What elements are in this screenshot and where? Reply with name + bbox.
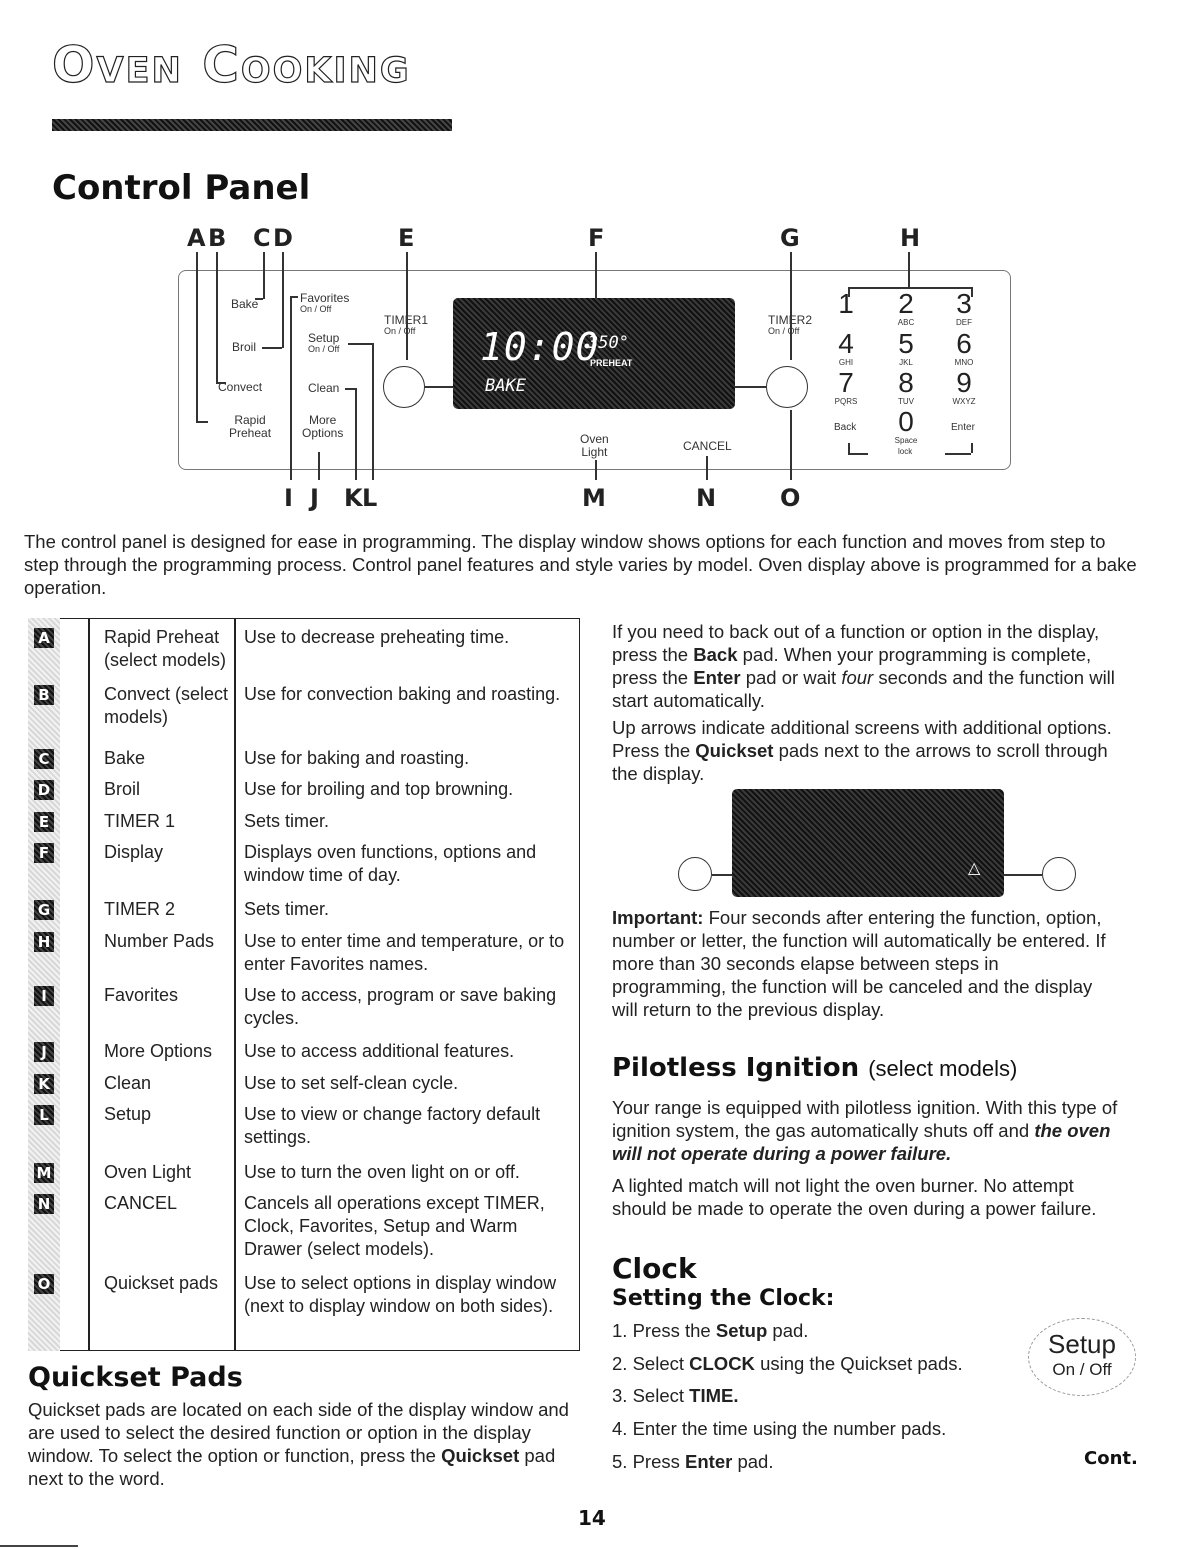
oven-light-pad[interactable] xyxy=(580,433,609,459)
display-mode: BAKE xyxy=(485,376,526,396)
row-badge xyxy=(28,1161,88,1184)
row-letter: M xyxy=(34,1163,54,1183)
continued-label: Cont. xyxy=(1084,1448,1138,1469)
row-letter: D xyxy=(34,780,54,800)
up-arrow-icon: △ xyxy=(968,860,981,877)
callout-letter-i: I xyxy=(284,484,293,512)
timer1-pad[interactable] xyxy=(384,314,428,337)
quickset-right-pad[interactable] xyxy=(766,366,808,408)
row-badge xyxy=(28,841,88,864)
clock-step-1: 1. Press the Setup pad. xyxy=(612,1320,809,1341)
table-row xyxy=(28,1161,578,1184)
row-function-name: CANCEL xyxy=(104,1193,178,1213)
table-row xyxy=(28,898,578,921)
callout-letter-d: D xyxy=(273,224,293,252)
keypad-4[interactable]: 4 GHI xyxy=(838,328,854,367)
enter-pad[interactable]: Enter xyxy=(951,422,975,433)
row-badge xyxy=(28,1072,88,1095)
section-title: Control Panel xyxy=(52,168,311,208)
callout-letter-g: G xyxy=(780,224,800,252)
callout-letter-l: L xyxy=(362,484,378,512)
table-row xyxy=(28,1272,578,1316)
keypad-7[interactable]: 7 PQRS xyxy=(834,367,858,406)
row-letter: N xyxy=(34,1194,54,1214)
keypad-1[interactable]: 1 xyxy=(838,288,854,319)
keypad-9[interactable]: 9 WXYZ xyxy=(952,367,976,406)
preheat-label: Preheat xyxy=(229,426,272,441)
row-letter: B xyxy=(34,685,54,705)
row-function-desc: Sets timer. xyxy=(244,811,330,831)
timer1-label: TIMER1 xyxy=(384,313,429,327)
row-function-name: Rapid Preheat (select models) xyxy=(104,627,227,670)
row-letter: K xyxy=(34,1074,54,1094)
row-function-desc: Use to access, program or save baking cycles. xyxy=(244,985,557,1028)
row-function-name: Favorites xyxy=(104,985,179,1005)
clock-step-2: 2. Select CLOCK using the Quickset pads. xyxy=(612,1353,963,1374)
page-title: Oven Cooking xyxy=(52,36,411,94)
table-row xyxy=(28,841,578,885)
row-function-desc: Use to access additional features. xyxy=(244,1041,515,1061)
row-function-name: TIMER 2 xyxy=(104,899,176,919)
table-row xyxy=(28,1040,578,1063)
mini-quickset-left xyxy=(678,857,712,891)
lock-label: lock xyxy=(898,447,913,456)
table-row xyxy=(28,984,578,1028)
row-badge xyxy=(28,778,88,801)
timer2-label: TIMER2 xyxy=(768,313,813,327)
favorites-label: Favorites xyxy=(300,291,350,305)
keypad-0[interactable]: 0 Space xyxy=(894,406,918,445)
row-letter: E xyxy=(34,812,54,832)
convect-pad[interactable]: Convect xyxy=(218,380,263,394)
row-letter: F xyxy=(34,843,54,863)
table-row xyxy=(28,626,578,670)
quickset-title: Quickset Pads xyxy=(28,1362,243,1393)
arrows-paragraph: Up arrows indicate additional screens with additional options. Press the Quickset pads next to the arrows to scroll through the display. xyxy=(612,717,1112,784)
favorites-sub: On / Off xyxy=(300,304,332,315)
row-badge xyxy=(28,747,88,770)
rapid-preheat-pad[interactable] xyxy=(229,414,271,440)
quickset-left-pad[interactable] xyxy=(383,366,425,408)
clock-step-5: 5. Press Enter pad. xyxy=(612,1451,774,1472)
mini-quickset-right xyxy=(1042,857,1076,891)
quickset-body: Quickset pads are located on each side of the display window and are used to select the desired function or option in the display window. To select the option or function, press the Quickset pad next to the word. xyxy=(28,1399,569,1489)
row-function-desc: Use for broiling and top browning. xyxy=(244,779,514,799)
row-function-name: Broil xyxy=(104,779,141,799)
title-rule xyxy=(52,119,452,131)
callout-letter-a: A xyxy=(187,224,206,252)
bake-pad[interactable]: Bake xyxy=(231,297,259,311)
row-badge xyxy=(28,810,88,833)
row-function-name: Bake xyxy=(104,748,146,768)
row-badge xyxy=(28,930,88,953)
row-badge xyxy=(28,626,88,649)
row-badge xyxy=(28,683,88,706)
row-letter: I xyxy=(34,986,54,1006)
pilotless-paragraph-2: A lighted match will not light the oven burner. No attempt should be made to operate the oven during a power failure. xyxy=(612,1175,1097,1219)
table-row xyxy=(28,1072,578,1095)
row-function-desc: Use to enter time and temperature, or to enter Favorites names. xyxy=(244,931,565,974)
important-paragraph: Important: Four seconds after entering the function, option, number or letter, the function will automatically be entered. If more than 30 seconds elapse between steps in programming, the function will be canceled and the display will return to the previous display. xyxy=(612,907,1106,1020)
row-function-desc: Use for convection baking and roasting. xyxy=(244,684,561,704)
timer1-sub: On / Off xyxy=(384,326,416,337)
table-row xyxy=(28,683,578,727)
callout-letter-k: K xyxy=(344,484,363,512)
row-letter: O xyxy=(34,1274,54,1294)
callout-letter-c: C xyxy=(253,224,271,252)
row-function-desc: Use to select options in display window (next to display window on both sides). xyxy=(244,1273,557,1316)
favorites-pad[interactable] xyxy=(300,292,349,315)
row-function-name: More Options xyxy=(104,1041,213,1061)
row-letter: G xyxy=(34,900,54,920)
table-row xyxy=(28,930,578,974)
keypad-8[interactable]: 8 TUV xyxy=(898,367,914,406)
row-letter: L xyxy=(34,1105,54,1125)
row-function-desc: Sets timer. xyxy=(244,899,330,919)
keypad-3[interactable]: 3 DEF xyxy=(956,288,972,327)
row-function-name: Number Pads xyxy=(104,931,215,951)
cancel-pad[interactable]: CANCEL xyxy=(683,439,732,453)
pilotless-paragraph-1: Your range is equipped with pilotless ignition. With this type of ignition system, the gas automatically shuts off and the oven will not operate during a power failure. xyxy=(612,1097,1118,1164)
display-time: 10:00 xyxy=(480,325,600,369)
row-letter: A xyxy=(34,628,54,648)
row-function-name: Convect (select models) xyxy=(104,684,229,727)
row-badge xyxy=(28,1272,88,1295)
row-function-desc: Displays oven functions, options and window time of day. xyxy=(244,842,537,885)
broil-pad[interactable]: Broil xyxy=(232,340,257,354)
row-function-name: TIMER 1 xyxy=(104,811,176,831)
clean-pad[interactable]: Clean xyxy=(308,381,340,395)
row-function-desc: Use to turn the oven light on or off. xyxy=(244,1162,520,1182)
mini-display-window xyxy=(732,789,1004,897)
feature-rows xyxy=(28,626,580,1346)
light-label: Light xyxy=(581,445,608,460)
keypad-6[interactable]: 6 MNO xyxy=(954,328,974,367)
more-options-pad[interactable] xyxy=(302,414,343,440)
setup-label: Setup xyxy=(308,331,340,345)
row-badge xyxy=(28,1103,88,1126)
pilotless-title: Pilotless Ignition (select models) xyxy=(612,1053,1018,1083)
clock-title: Clock xyxy=(612,1252,697,1285)
row-letter: J xyxy=(34,1042,54,1062)
table-row xyxy=(28,747,578,770)
back-pad[interactable]: Back xyxy=(834,422,857,433)
oven-label: Oven xyxy=(580,432,609,446)
setup-button-illustration: Setup On / Off xyxy=(1028,1318,1136,1396)
display-preheat: PREHEAT xyxy=(590,358,633,368)
intro-paragraph: The control panel is designed for ease in programming. The display window shows options for each function and moves from step to step through the programming process. Control panel features and style varies by model. Oven display above is programmed for a bake operation. xyxy=(24,531,1137,598)
back-enter-paragraph: If you need to back out of a function or option in the display, press the Back pad. When your programming is complete, press the Enter pad or wait four seconds and the function will start automatically. xyxy=(612,621,1115,711)
rapid-label: Rapid xyxy=(234,413,266,427)
clock-subtitle: Setting the Clock: xyxy=(612,1286,835,1311)
more-label: More xyxy=(309,413,337,427)
row-function-desc: Use to decrease preheating time. xyxy=(244,627,510,647)
keypad-5[interactable]: 5 JKL xyxy=(898,328,914,367)
table-row xyxy=(28,778,578,801)
table-row xyxy=(28,1103,578,1147)
callout-letter-j: J xyxy=(310,484,319,512)
keypad-2[interactable]: 2 ABC xyxy=(897,288,915,327)
setup-pad[interactable] xyxy=(308,332,339,355)
clock-step-4: 4. Enter the time using the number pads. xyxy=(612,1418,947,1439)
row-letter: H xyxy=(34,932,54,952)
row-function-name: Clean xyxy=(104,1073,152,1093)
timer2-pad[interactable] xyxy=(768,314,812,337)
row-badge xyxy=(28,898,88,921)
row-function-desc: Use for baking and roasting. xyxy=(244,748,470,768)
clock-step-3: 3. Select TIME. xyxy=(612,1385,739,1406)
display-temp: 350° xyxy=(588,333,629,353)
row-function-name: Quickset pads xyxy=(104,1273,219,1293)
row-function-name: Display xyxy=(104,842,164,862)
callout-letter-h: H xyxy=(900,224,921,252)
callout-letter-b: B xyxy=(208,224,227,252)
row-badge xyxy=(28,984,88,1007)
setup-sub: On / Off xyxy=(308,344,340,355)
callout-letter-e: E xyxy=(398,224,415,252)
row-function-desc: Cancels all operations except TIMER, Clock, Favorites, Setup and Warm Drawer (select models). xyxy=(244,1193,545,1259)
callout-letter-o: O xyxy=(780,484,801,512)
row-function-name: Oven Light xyxy=(104,1162,192,1182)
row-function-name: Setup xyxy=(104,1104,152,1124)
row-badge xyxy=(28,1192,88,1215)
table-row xyxy=(28,1192,578,1259)
row-function-desc: Use to view or change factory default settings. xyxy=(244,1104,541,1147)
row-badge xyxy=(28,1040,88,1063)
timer2-sub: On / Off xyxy=(768,326,800,337)
row-function-desc: Use to set self-clean cycle. xyxy=(244,1073,459,1093)
page-number: 14 xyxy=(578,1506,606,1530)
options-label: Options xyxy=(302,426,344,441)
callout-letter-n: N xyxy=(696,484,717,512)
callout-letter-m: M xyxy=(582,484,606,512)
callout-letter-f: F xyxy=(588,224,605,252)
row-letter: C xyxy=(34,749,54,769)
table-row xyxy=(28,810,578,833)
